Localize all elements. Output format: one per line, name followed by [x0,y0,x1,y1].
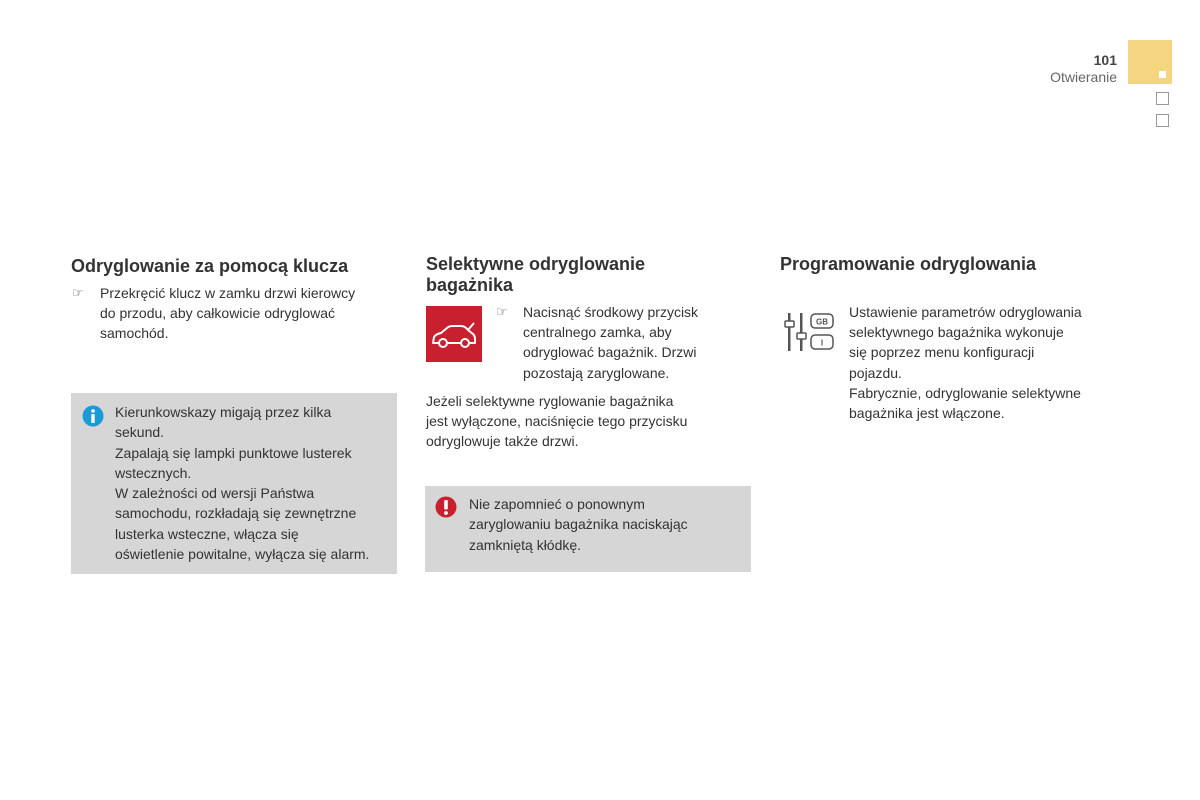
chapter-tab-marker [1159,71,1166,78]
col1-bullet-text: Przekręcić klucz w zamku drzwi kierowcy do przodu, aby całkowicie odryglować samochód. [100,285,356,342]
warning-note-text: Nie zapomnieć o ponownym zaryglowaniu bagażnika naciskając zamkniętą kłódkę. [469,496,688,553]
car-trunk-open-icon [426,306,482,367]
chapter-tab-box [1156,92,1169,105]
info-icon [82,405,104,432]
col1-title: Odryglowanie za pomocą klucza [71,256,349,276]
chapter-tab-box [1156,114,1169,127]
bullet-icon: ☞ [496,304,508,319]
col3-title: Programowanie odryglowania [780,254,1037,274]
info-note-text: Kierunkowskazy migają przez kilka sekund. Zapalają się lampki punktowe lusterek wstecznych. W zależności od wersji Państwa samochodu, rozkładają się zewnętrzne lusterka wsteczne, włącza się oświetlenie powitalne, wyłącza się alarm. [115,404,370,563]
bullet-icon: ☞ [72,285,84,300]
section-name: Otwieranie [1050,69,1117,85]
settings-badge-gb: GB [816,317,828,327]
page-number: 101 [1093,52,1117,68]
col3-body-text: Ustawienie parametrów odryglowania selektywnego bagażnika wykonuje się poprzez menu konfiguracji pojazdu. Fabrycznie, odryglowanie selektywne bagażnika jest włączone. [849,304,1082,422]
col2-title: Selektywne odryglowanie bagażnika [426,254,646,295]
col2-body-text: Jeżeli selektywne ryglowanie bagażnika jest wyłączone, naciśnięcie tego przycisku odryglowuje także drzwi. [426,393,688,450]
settings-badge-i: I [820,338,824,348]
col2-bullet-text: Nacisnąć środkowy przycisk centralnego zamka, aby odryglować bagażnik. Drzwi pozostają zaryglowane. [523,304,699,381]
settings-sliders-icon [784,311,836,358]
warning-icon [435,496,457,523]
